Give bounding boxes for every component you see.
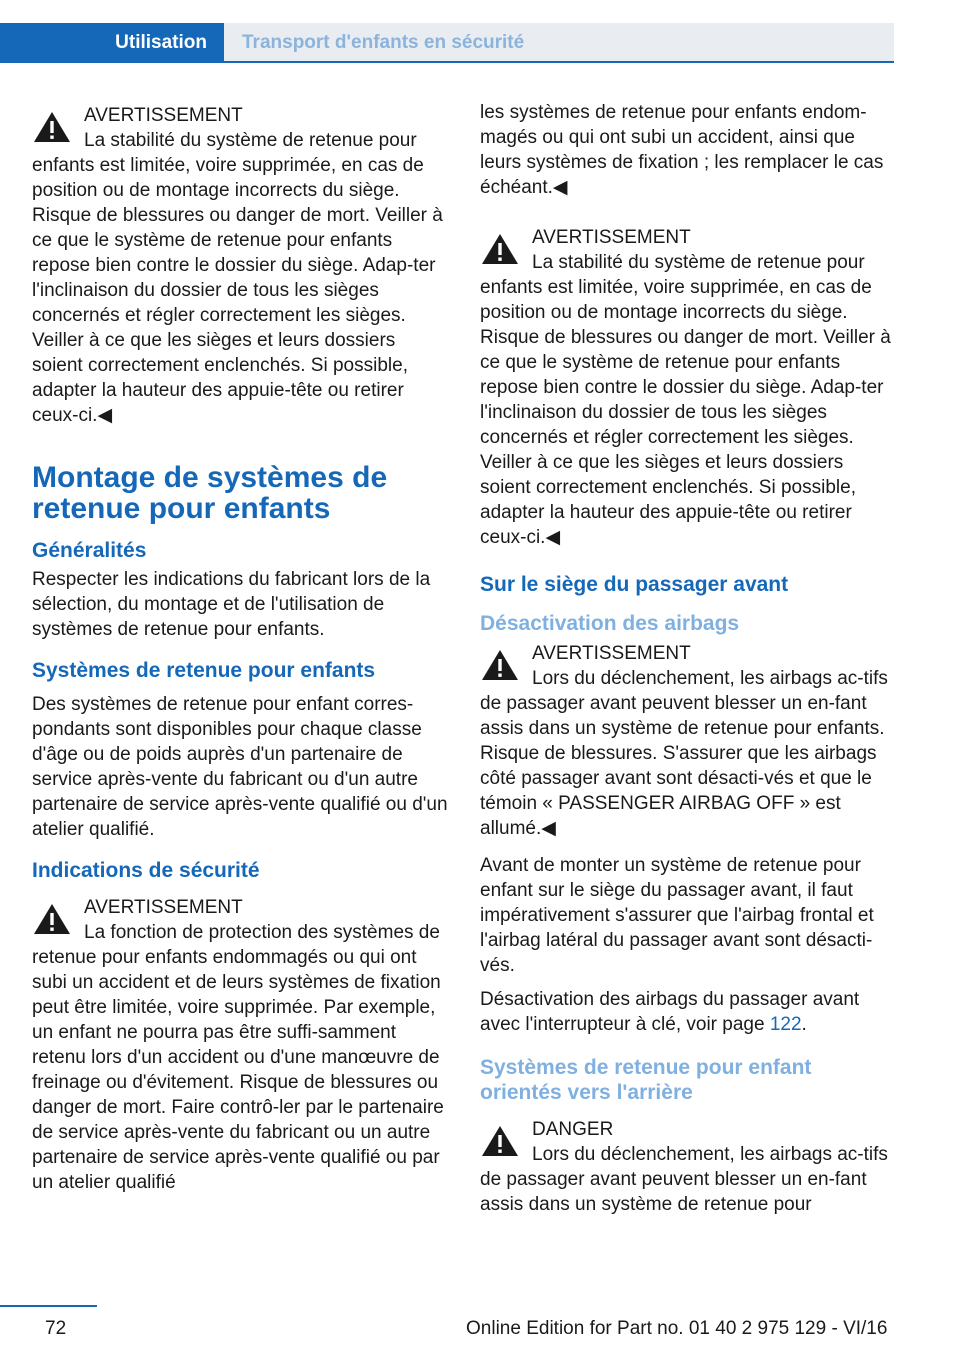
paragraph: Respecter les indications du fabricant lors de la sélection, du montage et de l'utilisation de systèmes de retenue pour enfants. (32, 569, 431, 640)
subheading-securite: Indications de sécurité (32, 859, 260, 882)
edition-text: Online Edition for Part no. 01 40 2 975 129 - VI/16 (466, 1318, 888, 1339)
footer-rule (0, 1305, 97, 1307)
warning-heading: AVERTISSEMENT (84, 105, 243, 126)
section-tab-label: Utilisation (115, 32, 207, 53)
warning-triangle-icon (32, 110, 72, 144)
subsubheading-arriere: Systèmes de retenue pour enfant orientés vers l'arrière (480, 1056, 812, 1104)
warning-heading: AVERTISSEMENT (532, 227, 691, 248)
header-rule (0, 61, 894, 63)
warning-triangle-icon (480, 232, 520, 266)
warning-text: La fonction de protection des systèmes de retenue pour enfants endommagés ou qui ont subi un accident et de leurs systèmes de fixation peut être limitée, voire supprimée. Par exemple, un enfant ne pourra pas être suffi‐samment retenu lors d'un accident ou d'une manœuvre de freinage ou d'évitement. Risque de blessures ou danger de mort. Faire contrô‐ler par le partenaire de service après-vente du fabricant ou un autre partenaire de service après-vente qualifié ou par un atelier qualifié (32, 922, 444, 1193)
subsubheading-desactivation: Désactivation des airbags (480, 612, 740, 635)
warning-triangle-icon (480, 648, 520, 682)
paragraph-continued: les systèmes de retenue pour enfants endom‐magés ou qui ont subi un accident, ainsi que leurs systèmes de fixation ; les remplacer le cas échéant.◀ (480, 102, 884, 198)
page-header (0, 23, 960, 63)
warning-heading: AVERTISSEMENT (532, 643, 691, 664)
danger-heading: DANGER (532, 1119, 614, 1140)
warning-block (32, 100, 450, 428)
paragraph (480, 987, 896, 1037)
warning-triangle-icon (32, 902, 72, 936)
warning-block (32, 892, 450, 1195)
chapter-title[interactable]: Transport d'enfants en sécurité (242, 32, 525, 53)
subheading-generalites: Généralités (32, 539, 147, 562)
paragraph-text: . (801, 1014, 807, 1035)
danger-text: Lors du déclenchement, les airbags ac‐tifs de passager avant peuvent blesser un en‐fant assis dans un système de retenue pour (480, 1144, 888, 1215)
warning-text: La stabilité du système de retenue pour enfants est limitée, voire supprimée, en cas de position ou de montage incorrects du siège. Risque de blessures ou danger de mort. Veiller à ce que le système de retenue pour enfants repose bien contre le dossier du siège. Adap‐ter l'inclinaison du dossier de tous les sièges concernés et régler correctement les sièges. Veiller à ce que les sièges et leurs dossiers soient correctement enclenchés. Si possible, adapter la hauteur des appuie-tête ou retirer ceux-ci.◀ (480, 252, 891, 548)
subheading-systemes: Systèmes de retenue pour enfants (32, 659, 376, 682)
warning-block (480, 638, 896, 841)
section-tab[interactable] (0, 23, 224, 63)
page-number: 72 (45, 1318, 67, 1339)
warning-block (480, 222, 896, 550)
section-heading: Montage de systèmes de retenue pour enfants (32, 461, 388, 525)
paragraph: Avant de monter un système de retenue pour enfant sur le siège du passager avant, il faut impérativement s'assurer que l'airbag frontal et l'airbag latéral du passager avant sont désacti‐vés. (480, 855, 874, 976)
subheading-passager: Sur le siège du passager avant (480, 573, 789, 596)
warning-heading: AVERTISSEMENT (84, 897, 243, 918)
paragraph: Des systèmes de retenue pour enfant corres‐pondants sont disponibles pour chaque classe d'âge ou de poids auprès d'un partenaire de service après-vente du fabricant ou d'un autre partenaire de service après-vente qualifié ou d'un atelier qualifié. (32, 694, 448, 840)
warning-triangle-icon (480, 1124, 520, 1158)
warning-text: La stabilité du système de retenue pour enfants est limitée, voire supprimée, en cas de position ou de montage incorrects du siège. Risque de blessures ou danger de mort. Veiller à ce que le système de retenue pour enfants repose bien contre le dossier du siège. Adap‐ter l'inclinaison du dossier de tous les sièges concernés et régler correctement les sièges. Veiller à ce que les sièges et leurs dossiers soient correctement enclenchés. Si possible, adapter la hauteur des appuie-tête ou retirer ceux-ci.◀ (32, 130, 443, 426)
paragraph-text: Désactivation des airbags du passager avant avec l'interrupteur à clé, voir page (480, 989, 860, 1035)
left-column (32, 100, 450, 1207)
right-column (480, 100, 896, 1229)
danger-block (480, 1114, 896, 1217)
page-link[interactable]: 122 (769, 1014, 802, 1035)
warning-text: Lors du déclenchement, les airbags ac‐tifs de passager avant peuvent blesser un en‐fant assis dans un système de retenue pour enfants. Risque de blessures. S'assurer que les airbags côté passager avant sont désacti‐vés et que le témoin « PASSENGER AIRBAG OFF » est allumé.◀ (480, 668, 888, 839)
